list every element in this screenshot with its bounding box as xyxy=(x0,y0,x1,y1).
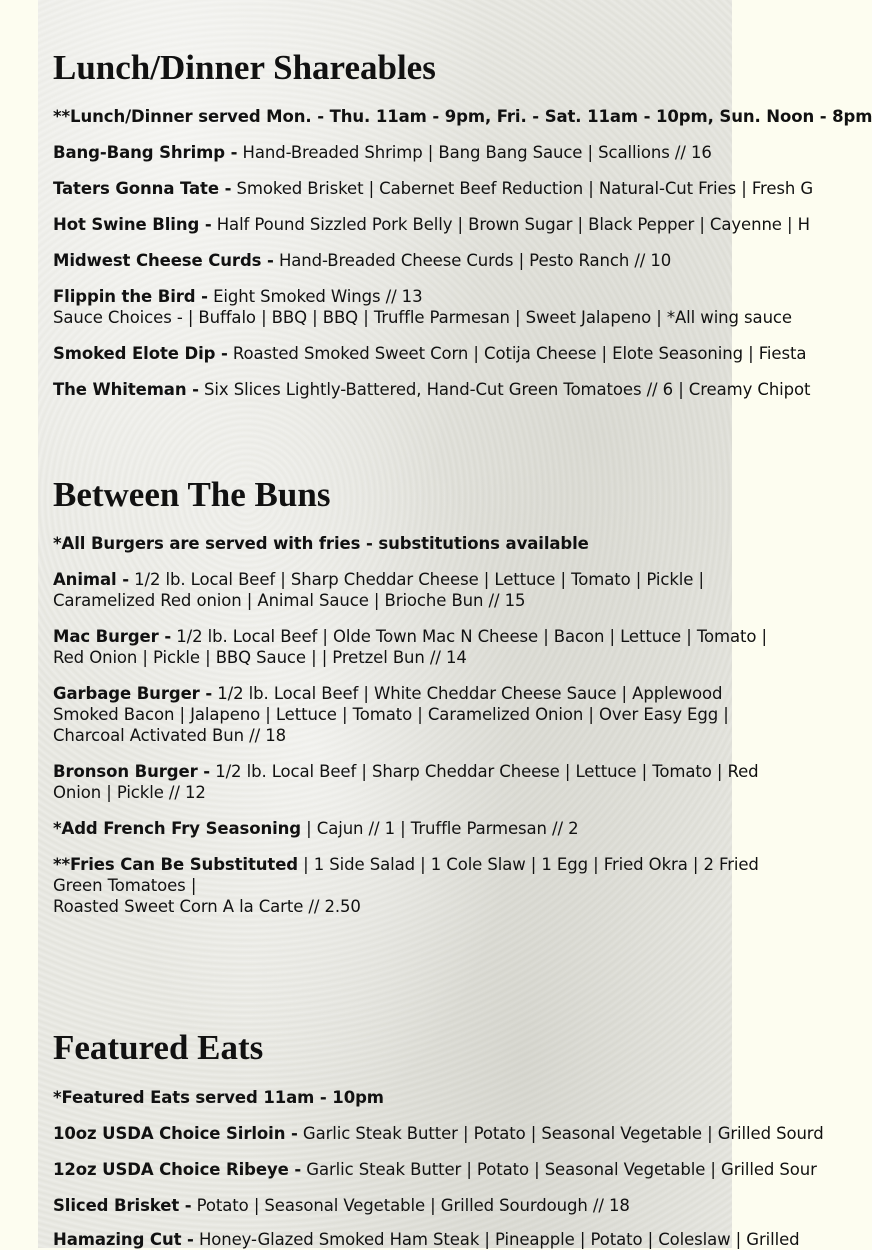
menu-item-name: Garbage Burger - xyxy=(53,684,213,703)
menu-item-desc: Honey-Glazed Smoked Ham Steak | Pineapple | Potato | Coleslaw | Grilled xyxy=(198,1230,800,1249)
menu-item-name: 10oz USDA Choice Sirloin - xyxy=(53,1124,298,1143)
menu-item-desc: Half Pound Sizzled Pork Belly | Brown Sugar | Black Pepper | Cayenne | H xyxy=(216,215,810,234)
menu-item-name: Animal - xyxy=(53,570,129,589)
menu-item-desc: Garlic Steak Butter | Potato | Seasonal Vegetable | Grilled Sour xyxy=(306,1160,817,1179)
menu-item xyxy=(53,1123,824,1144)
menu-item-name: Hot Swine Bling - xyxy=(53,215,212,234)
menu-item-desc: Roasted Smoked Sweet Corn | Cotija Cheese | Elote Seasoning | Fiesta xyxy=(232,344,807,363)
menu-item xyxy=(53,683,769,746)
menu-item-name: 12oz USDA Choice Ribeye - xyxy=(53,1160,302,1179)
menu-item xyxy=(53,343,806,364)
fry-seasoning-label: *Add French Fry Seasoning xyxy=(53,819,302,838)
menu-item xyxy=(53,1229,800,1250)
section-title-buns: Between The Buns xyxy=(53,475,331,514)
fries-substitution-extra: Roasted Sweet Corn A la Carte // 2.50 xyxy=(53,897,361,916)
menu-item-extra: Sauce Choices - | Buffalo | BBQ | BBQ | Truffle Parmesan | Sweet Jalapeno | *All wing sauce xyxy=(53,308,792,327)
menu-item-name: Bronson Burger - xyxy=(53,762,211,781)
menu-item-desc: Hand-Breaded Shrimp | Bang Bang Sauce | Scallions // 16 xyxy=(242,143,712,162)
menu-item-name: Sliced Brisket - xyxy=(53,1196,192,1215)
menu-item-name: Midwest Cheese Curds - xyxy=(53,251,274,270)
section-title-shareables: Lunch/Dinner Shareables xyxy=(53,48,436,87)
menu-item-desc: Eight Smoked Wings // 13 xyxy=(213,287,423,306)
featured-note: *Featured Eats served 11am - 10pm xyxy=(53,1088,384,1107)
menu-item-name: Mac Burger - xyxy=(53,627,172,646)
fries-substitution-desc: | 1 Side Salad | 1 Cole Slaw | 1 Egg | Fried Okra | 2 Fried Green Tomatoes | xyxy=(53,855,759,895)
menu-item-desc: Garlic Steak Butter | Potato | Seasonal Vegetable | Grilled Sourd xyxy=(302,1124,824,1143)
menu-item xyxy=(53,142,712,163)
menu-item-name: Bang-Bang Shrimp - xyxy=(53,143,238,162)
menu-item-desc: 1/2 lb. Local Beef | Olde Town Mac N Cheese | Bacon | Lettuce | Tomato | Red Onion | Pickle | BBQ Sauce | | Pretzel Bun // 14 xyxy=(53,627,767,667)
buns-note: *All Burgers are served with fries - substitutions available xyxy=(53,534,589,553)
menu-item-name: Hamazing Cut - xyxy=(53,1230,194,1249)
menu-item xyxy=(53,1159,817,1180)
menu-item-name: Smoked Elote Dip - xyxy=(53,344,228,363)
menu-item xyxy=(53,250,671,271)
menu-item-desc: Smoked Brisket | Cabernet Beef Reduction | Natural-Cut Fries | Fresh G xyxy=(236,179,814,198)
fry-seasoning-note xyxy=(53,818,578,839)
menu-item-desc: Potato | Seasonal Vegetable | Grilled Sourdough // 18 xyxy=(196,1196,630,1215)
menu-item xyxy=(53,214,810,235)
menu-item-desc: 1/2 lb. Local Beef | Sharp Cheddar Cheese | Lettuce | Tomato | Red Onion | Pickle // 12 xyxy=(53,762,759,802)
menu-item-name: Taters Gonna Tate - xyxy=(53,179,232,198)
fry-seasoning-desc: | Cajun // 1 | Truffle Parmesan // 2 xyxy=(306,819,579,838)
menu-item-desc: Hand-Breaded Cheese Curds | Pesto Ranch // 10 xyxy=(278,251,672,270)
shareables-hours-note: **Lunch/Dinner served Mon. - Thu. 11am - 9pm, Fri. - Sat. 11am - 10pm, Sun. Noon - 8pm xyxy=(53,107,872,126)
menu-item xyxy=(53,1195,630,1216)
section-title-featured: Featured Eats xyxy=(53,1028,264,1067)
menu-item-desc: Six Slices Lightly-Battered, Hand-Cut Green Tomatoes // 6 | Creamy Chipot xyxy=(204,380,811,399)
fries-substitution-note xyxy=(53,854,769,896)
menu-item-name: The Whiteman - xyxy=(53,380,199,399)
menu-item xyxy=(53,761,769,803)
menu-item xyxy=(53,569,769,611)
menu-content xyxy=(53,0,872,1249)
menu-item xyxy=(53,178,813,199)
menu-item xyxy=(53,379,810,400)
menu-item xyxy=(53,626,769,668)
menu-item-desc: 1/2 lb. Local Beef | Sharp Cheddar Cheese | Lettuce | Tomato | Pickle | Caramelized Red onion | Animal Sauce | Brioche Bun // 15 xyxy=(53,570,704,610)
menu-item-desc: 1/2 lb. Local Beef | White Cheddar Cheese Sauce | Applewood Smoked Bacon | Jalapeno | Lettuce | Tomato | Caramelized Onion | Over Easy Egg | Charcoal Activated Bun // 18 xyxy=(53,684,729,745)
menu-item-name: Flippin the Bird - xyxy=(53,287,208,306)
fries-substitution-label: **Fries Can Be Substituted xyxy=(53,855,298,874)
menu-item xyxy=(53,286,422,307)
